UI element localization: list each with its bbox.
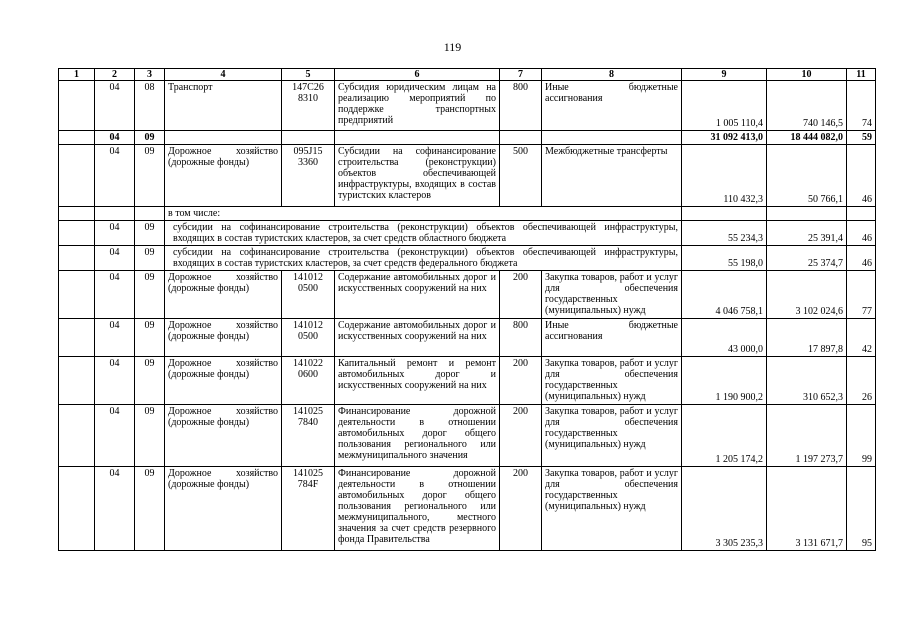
table-row bbox=[59, 467, 876, 551]
planned-amount: 110 432,3 bbox=[682, 145, 767, 207]
empty-cell bbox=[335, 131, 500, 145]
expense-type-name: Межбюджетные трансферты bbox=[542, 145, 682, 207]
header-cell: 5 bbox=[282, 69, 335, 81]
subsection-code: 09 bbox=[135, 319, 165, 357]
expense-type-name: Закупка товаров, работ и услуг для обеспечения государственных (муниципальных) нужд bbox=[542, 271, 682, 319]
table-row bbox=[59, 145, 876, 207]
header-cell: 7 bbox=[500, 69, 542, 81]
section-code: 04 bbox=[95, 131, 135, 145]
section-code: 04 bbox=[95, 271, 135, 319]
header-cell: 10 bbox=[767, 69, 847, 81]
section-name: Дорожное хозяйство (дорожные фонды) bbox=[165, 319, 282, 357]
table-row bbox=[59, 319, 876, 357]
expense-type-code: 200 bbox=[500, 467, 542, 551]
section-code: 04 bbox=[95, 405, 135, 467]
planned-amount: 1 190 900,2 bbox=[682, 357, 767, 405]
col-1-cell bbox=[59, 357, 95, 405]
table-row bbox=[59, 246, 876, 271]
planned-amount: 4 046 758,1 bbox=[682, 271, 767, 319]
execution-percent: 46 bbox=[847, 145, 876, 207]
col-1-cell bbox=[59, 221, 95, 246]
target-article-code: 147C26 8310 bbox=[282, 81, 335, 131]
section-name: Дорожное хозяйство (дорожные фонды) bbox=[165, 467, 282, 551]
section-name: Дорожное хозяйство (дорожные фонды) bbox=[165, 405, 282, 467]
expense-description: Капитальный ремонт и ремонт автомобильных дорог и искусственных сооружений на них bbox=[335, 357, 500, 405]
expense-type-name: Закупка товаров, работ и услуг для обеспечения государственных (муниципальных) нужд bbox=[542, 405, 682, 467]
execution-percent: 46 bbox=[847, 221, 876, 246]
expense-description: Субсидии на софинансирование строительства (реконструкции) объектов обеспечивающей инфраструктуры, входящих в состав туристских кластеров bbox=[335, 145, 500, 207]
section-code: 04 bbox=[95, 81, 135, 131]
total-row bbox=[59, 131, 876, 145]
section-code: 04 bbox=[95, 319, 135, 357]
expense-description: Финансирование дорожной деятельности в отношении автомобильных дорог общего пользования регионального или межмуниципального, местного значения за счет средств резервного фонда Правительства bbox=[335, 467, 500, 551]
section-name: Транспорт bbox=[165, 81, 282, 131]
planned-amount: 55 198,0 bbox=[682, 246, 767, 271]
empty-cell bbox=[282, 131, 335, 145]
section-code: 04 bbox=[95, 467, 135, 551]
subsection-code: 09 bbox=[135, 131, 165, 145]
table-row bbox=[59, 357, 876, 405]
subitem-description: субсидии на софинансирование строительства (реконструкции) объектов обеспечивающей инфраструктуры, входящих в состав туристских кластеров, за счет средств федерального бюджета bbox=[165, 246, 682, 271]
execution-percent: 95 bbox=[847, 467, 876, 551]
planned-amount: 1 205 174,2 bbox=[682, 405, 767, 467]
subsection-code: 09 bbox=[135, 145, 165, 207]
expense-type-code: 200 bbox=[500, 271, 542, 319]
execution-percent: 77 bbox=[847, 271, 876, 319]
header-row bbox=[59, 69, 876, 81]
executed-amount: 25 391,4 bbox=[767, 221, 847, 246]
table-row bbox=[59, 405, 876, 467]
subsection-code: 09 bbox=[135, 221, 165, 246]
planned-amount: 43 000,0 bbox=[682, 319, 767, 357]
expense-type-code: 800 bbox=[500, 319, 542, 357]
empty-cell bbox=[682, 207, 767, 221]
subsection-code: 09 bbox=[135, 271, 165, 319]
subsection-code: 09 bbox=[135, 467, 165, 551]
header-cell: 9 bbox=[682, 69, 767, 81]
section-code: 04 bbox=[95, 357, 135, 405]
including-label: в том числе: bbox=[165, 207, 682, 221]
col-1-cell bbox=[59, 131, 95, 145]
subsection-code: 09 bbox=[135, 357, 165, 405]
expense-type-name: Иные бюджетные ассигнования bbox=[542, 319, 682, 357]
expense-description: Финансирование дорожной деятельности в отношении автомобильных дорог общего пользования регионального или межмуниципального значения bbox=[335, 405, 500, 467]
expense-type-code: 800 bbox=[500, 81, 542, 131]
label-row bbox=[59, 207, 876, 221]
table-row bbox=[59, 271, 876, 319]
expense-type-code: 200 bbox=[500, 357, 542, 405]
page-number: 119 bbox=[443, 40, 462, 54]
expense-type-code: 500 bbox=[500, 145, 542, 207]
section-code: 04 bbox=[95, 246, 135, 271]
col-1-cell bbox=[59, 467, 95, 551]
executed-amount: 310 652,3 bbox=[767, 357, 847, 405]
expense-description: Субсидия юридическим лицам на реализацию мероприятий по поддержке транспортных предприятий bbox=[335, 81, 500, 131]
section-name: Дорожное хозяйство (дорожные фонды) bbox=[165, 357, 282, 405]
empty-cell bbox=[500, 131, 542, 145]
subsection-code: 08 bbox=[135, 81, 165, 131]
subsection-code: 09 bbox=[135, 246, 165, 271]
planned-amount: 55 234,3 bbox=[682, 221, 767, 246]
table-row bbox=[59, 221, 876, 246]
section-code: 04 bbox=[95, 221, 135, 246]
target-article-code: 141025 7840 bbox=[282, 405, 335, 467]
section-name: Дорожное хозяйство (дорожные фонды) bbox=[165, 145, 282, 207]
planned-amount: 1 005 110,4 bbox=[682, 81, 767, 131]
planned-amount: 3 305 235,3 bbox=[682, 467, 767, 551]
col-1-cell bbox=[59, 271, 95, 319]
execution-percent: 74 bbox=[847, 81, 876, 131]
header-cell: 6 bbox=[335, 69, 500, 81]
execution-percent: 46 bbox=[847, 246, 876, 271]
target-article-code: 141012 0500 bbox=[282, 319, 335, 357]
empty-cell bbox=[165, 131, 282, 145]
col-1-cell bbox=[59, 246, 95, 271]
execution-percent: 42 bbox=[847, 319, 876, 357]
col-1-cell bbox=[59, 207, 95, 221]
total-execution-percent: 59 bbox=[847, 131, 876, 145]
execution-percent: 26 bbox=[847, 357, 876, 405]
header-cell: 11 bbox=[847, 69, 876, 81]
empty-cell bbox=[135, 207, 165, 221]
subitem-description: субсидии на софинансирование строительства (реконструкции) объектов обеспечивающей инфраструктуры, входящих в состав туристских кластеров, за счет средств областного бюджета bbox=[165, 221, 682, 246]
col-1-cell bbox=[59, 81, 95, 131]
header-cell: 2 bbox=[95, 69, 135, 81]
col-1-cell bbox=[59, 319, 95, 357]
total-planned-amount: 31 092 413,0 bbox=[682, 131, 767, 145]
header-cell: 4 bbox=[165, 69, 282, 81]
executed-amount: 740 146,5 bbox=[767, 81, 847, 131]
target-article-code: 141025 784F bbox=[282, 467, 335, 551]
col-1-cell bbox=[59, 145, 95, 207]
executed-amount: 3 102 024,6 bbox=[767, 271, 847, 319]
header-cell: 8 bbox=[542, 69, 682, 81]
subsection-code: 09 bbox=[135, 405, 165, 467]
executed-amount: 25 374,7 bbox=[767, 246, 847, 271]
total-executed-amount: 18 444 082,0 bbox=[767, 131, 847, 145]
expense-description: Содержание автомобильных дорог и искусственных сооружений на них bbox=[335, 271, 500, 319]
empty-cell bbox=[847, 207, 876, 221]
execution-percent: 99 bbox=[847, 405, 876, 467]
table-row bbox=[59, 81, 876, 131]
budget-table bbox=[58, 68, 876, 551]
expense-type-code: 200 bbox=[500, 405, 542, 467]
empty-cell bbox=[542, 131, 682, 145]
expense-type-name: Иные бюджетные ассигнования bbox=[542, 81, 682, 131]
section-name: Дорожное хозяйство (дорожные фонды) bbox=[165, 271, 282, 319]
executed-amount: 1 197 273,7 bbox=[767, 405, 847, 467]
empty-cell bbox=[767, 207, 847, 221]
header-cell: 1 bbox=[59, 69, 95, 81]
col-1-cell bbox=[59, 405, 95, 467]
executed-amount: 17 897,8 bbox=[767, 319, 847, 357]
empty-cell bbox=[95, 207, 135, 221]
target-article-code: 141012 0500 bbox=[282, 271, 335, 319]
section-code: 04 bbox=[95, 145, 135, 207]
executed-amount: 3 131 671,7 bbox=[767, 467, 847, 551]
expense-type-name: Закупка товаров, работ и услуг для обеспечения государственных (муниципальных) нужд bbox=[542, 467, 682, 551]
target-article-code: 095J15 3360 bbox=[282, 145, 335, 207]
target-article-code: 141022 0600 bbox=[282, 357, 335, 405]
header-cell: 3 bbox=[135, 69, 165, 81]
executed-amount: 50 766,1 bbox=[767, 145, 847, 207]
expense-type-name: Закупка товаров, работ и услуг для обеспечения государственных (муниципальных) нужд bbox=[542, 357, 682, 405]
expense-description: Содержание автомобильных дорог и искусственных сооружений на них bbox=[335, 319, 500, 357]
